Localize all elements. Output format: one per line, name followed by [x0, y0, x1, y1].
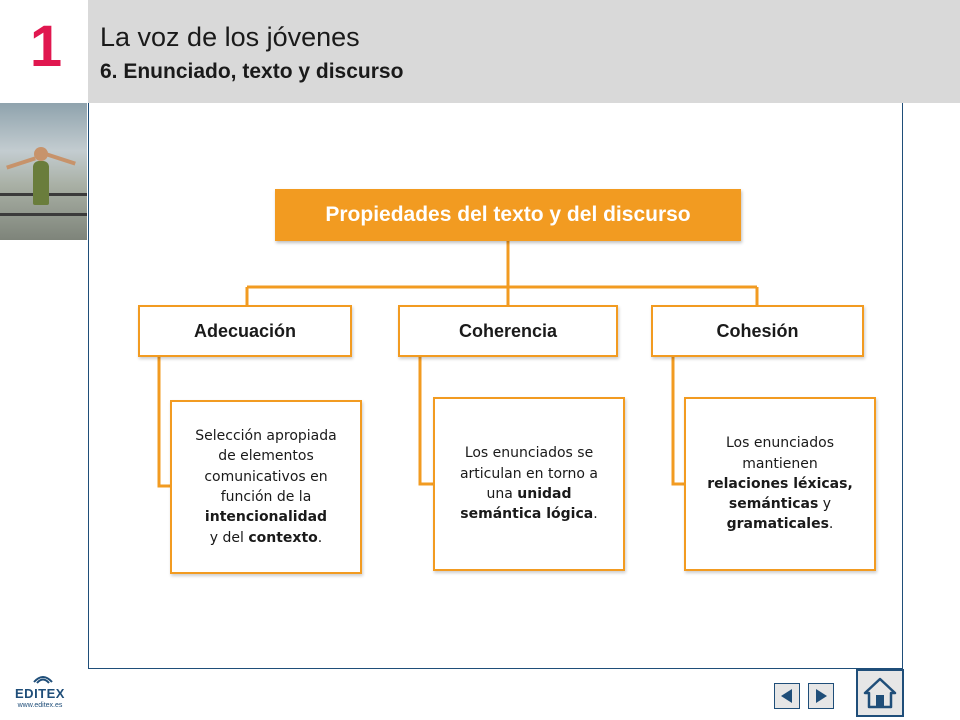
desc-text: . — [317, 529, 323, 546]
desc-line — [727, 514, 834, 534]
desc-text: . — [828, 516, 834, 533]
desc-bold: semánticas — [728, 496, 819, 513]
description-cohesion — [684, 397, 876, 571]
desc-bold: intencionalidad — [204, 509, 328, 526]
description-coherencia — [433, 397, 625, 571]
desc-text: y — [818, 496, 832, 513]
desc-text: una — [486, 486, 518, 502]
content-frame — [88, 103, 903, 669]
desc-line — [707, 474, 853, 494]
editex-logo-mark — [32, 672, 54, 684]
desc-line: Los enunciados — [725, 435, 834, 452]
desc-bold: semántica lógica — [460, 506, 594, 523]
next-button[interactable] — [808, 683, 834, 709]
unit-number: 1 — [29, 14, 63, 79]
desc-line: articulan en torno a — [459, 465, 599, 482]
desc-line — [486, 484, 571, 504]
previous-button[interactable] — [774, 683, 800, 709]
branch-cohesion — [651, 305, 864, 357]
desc-line — [210, 528, 322, 548]
branch-label: Cohesión — [716, 321, 799, 341]
editex-logo[interactable] — [10, 672, 70, 712]
desc-bold: unidad — [517, 486, 572, 502]
branch-label: Adecuación — [193, 320, 297, 341]
branch-adecuacion — [138, 305, 352, 357]
desc-line: función de la — [220, 489, 312, 505]
desc-line: mantienen — [742, 455, 818, 472]
triangle-left-icon — [779, 688, 795, 704]
editex-logo-text: EDITEX — [15, 686, 65, 701]
desc-line — [460, 504, 597, 524]
editex-logo-url: www.editex.es — [17, 702, 63, 709]
figure-arm — [6, 156, 36, 169]
home-icon — [863, 676, 897, 710]
figure-arm — [46, 152, 76, 165]
figure-body — [33, 161, 49, 205]
desc-line: Los enunciados se — [464, 445, 594, 462]
page-subtitle: 6. Enunciado, texto y discurso — [100, 60, 404, 83]
desc-bold: gramaticales — [726, 516, 829, 533]
desc-line: Selección apropiada — [195, 428, 337, 445]
desc-bold: relaciones léxicas, — [707, 475, 853, 492]
diagram-root: Propiedades del texto y del discurso — [275, 189, 741, 241]
branch-label: Coherencia — [458, 321, 558, 341]
desc-line: de elementos — [218, 448, 314, 465]
desc-text: y del — [209, 529, 249, 546]
description-adecuacion — [170, 400, 362, 574]
page-title: La voz de los jóvenes — [100, 22, 360, 52]
desc-line — [729, 494, 831, 514]
triangle-right-icon — [813, 688, 829, 704]
side-photo — [0, 103, 87, 240]
home-button[interactable] — [856, 669, 904, 717]
desc-line — [205, 507, 327, 527]
railing — [0, 213, 87, 216]
desc-line: comunicativos en — [204, 468, 328, 485]
branch-coherencia — [398, 305, 618, 357]
desc-bold: contexto — [248, 529, 318, 546]
figure-head — [34, 147, 48, 161]
desc-text: . — [593, 506, 598, 523]
